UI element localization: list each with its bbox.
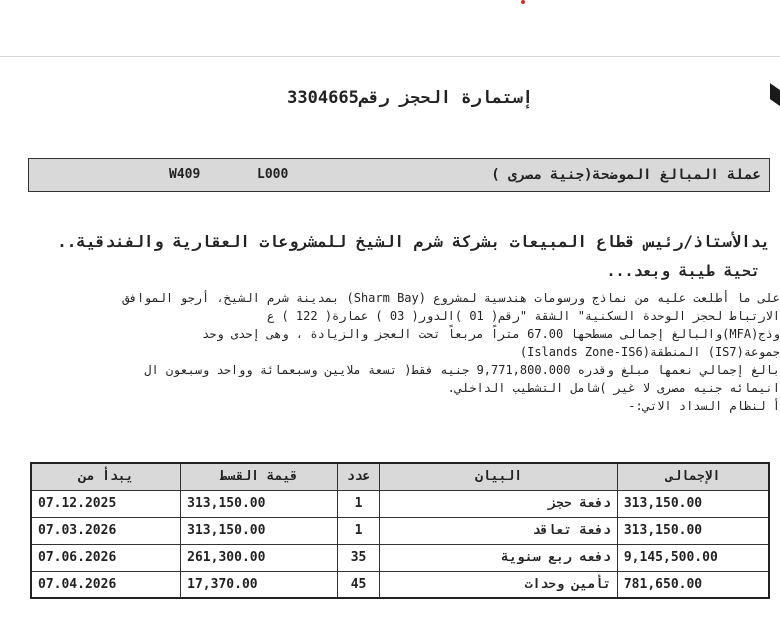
edge-mark (770, 83, 780, 109)
payment-schedule-table (30, 462, 770, 599)
header-desc: البيان (380, 463, 618, 490)
cell-desc: دفعه ربع سنوية (380, 544, 618, 571)
cell-total: 313,150.00 (617, 490, 769, 517)
cell-desc: دفعة حجز (380, 490, 618, 517)
letter-line: بالغ إجمالي نعمها مبلغ وقدره 9,771,800.000 جنيه فقط( تسعة ملايين وسبعمائة وواحد وسبعون ال (144, 363, 780, 377)
cell-start: 07.03.2026 (31, 517, 181, 544)
letter-greeting: تحية طيبة وبعد... (606, 262, 760, 280)
cell-count: 45 (337, 571, 379, 598)
table-header-row (31, 463, 769, 490)
top-divider (0, 56, 780, 57)
letter-line: انيمائه جنيه مصرى لا غير )شامل التشطيب الداخلي. (447, 381, 780, 395)
header-amount: قيمة القسط (181, 463, 338, 490)
letter-line: وذج(MFA)والبالغ إجمالى مسطحها 67.00 متراً مربعاً تحت العجز والزيادة ، وهى إحدى وحد (202, 327, 780, 341)
cell-desc: تأمين وحدات (380, 571, 618, 598)
currency-label: عملة المبالغ الموضحة(جنية مصرى ) (491, 167, 761, 183)
cell-count: 1 (337, 517, 379, 544)
cell-amount: 17,370.00 (181, 571, 338, 598)
cell-start: 07.06.2026 (31, 544, 181, 571)
cell-start: 07.04.2026 (31, 571, 181, 598)
table-row (31, 490, 769, 517)
letter-line: جموعة(IS7) المنطقة(Islands Zone-IS6) (519, 345, 780, 359)
cell-amount: 313,150.00 (181, 490, 338, 517)
letter-line: الارتباط لحجز الوحدة السكنية" الشقة "رقم( 01 )الدور( 03 ) عمارة( 122 ) ع (267, 309, 780, 323)
currency-code-l: L000 (257, 167, 289, 182)
cell-amount: 261,300.00 (181, 544, 338, 571)
currency-box (28, 158, 770, 192)
header-total: الإجمالى (617, 463, 769, 490)
table-row (31, 571, 769, 598)
cell-count: 1 (337, 490, 379, 517)
cell-count: 35 (337, 544, 379, 571)
letter-line: على ما أطلعت عليه من نماذج ورسومات هندسية لمشروع (Sharm Bay) بمدينة شرم الشيخ، أرجو الموافق (122, 291, 780, 305)
cell-total: 9,145,500.00 (617, 544, 769, 571)
currency-code-w: W409 (169, 167, 201, 182)
header-count: عدد (337, 463, 379, 490)
cell-total: 313,150.00 (617, 517, 769, 544)
cell-total: 781,650.00 (617, 571, 769, 598)
letter-salutation: يدالأستاذ/رئيس قطاع المبيعات بشركة شرم الشيخ للمشروعات العقارية والفندقية.. (57, 232, 770, 251)
cell-start: 07.12.2025 (31, 490, 181, 517)
table-row (31, 544, 769, 571)
cell-amount: 313,150.00 (181, 517, 338, 544)
red-dot-mark (521, 0, 525, 4)
cell-desc: دفعة تعاقد (380, 517, 618, 544)
form-title: إستمارة الحجز رقم3304665 (287, 88, 533, 108)
table-row (31, 517, 769, 544)
letter-line: أ لنظام السداد الاتي:- (628, 399, 780, 413)
header-start: يبدأ من (31, 463, 181, 490)
